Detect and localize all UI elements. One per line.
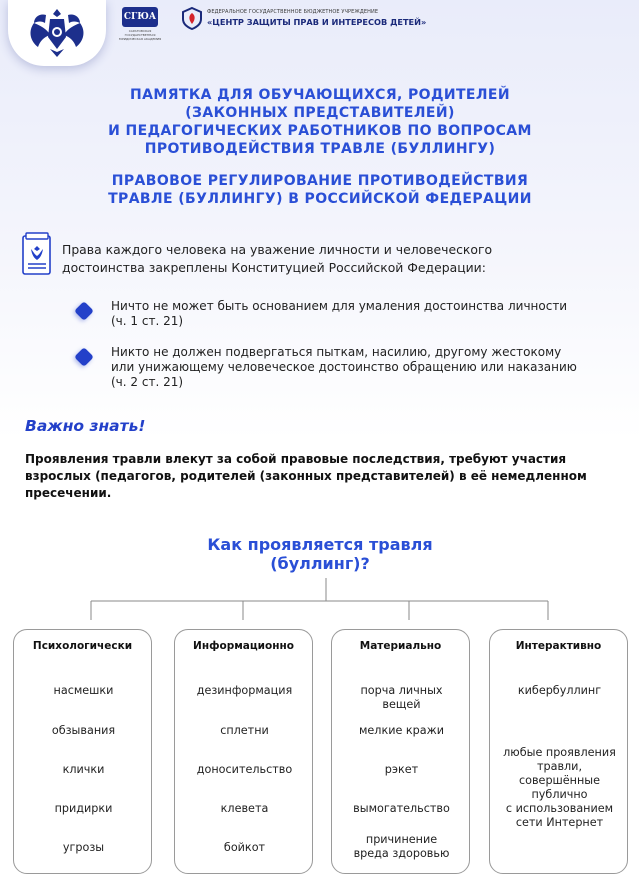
page-title-line: ПАМЯТКА ДЛЯ ОБУЧАЮЩИХСЯ, РОДИТЕЛЕЙ	[130, 87, 510, 103]
bullet-line: (ч. 1 ст. 21)	[111, 314, 184, 328]
category-title: Информационно	[193, 640, 294, 652]
category-item: угрозы	[62, 841, 105, 854]
center-logo-icon	[181, 6, 203, 30]
center-org-name: «ЦЕНТР ЗАЩИТЫ ПРАВ И ИНТЕРЕСОВ ДЕТЕЙ»	[207, 17, 427, 27]
intro-line: достоинства закреплены Конституцией Российской Федерации:	[62, 260, 486, 275]
emblem-logo	[8, 0, 106, 66]
category-item: обзывания	[51, 724, 116, 737]
category-item: клевета	[220, 802, 269, 815]
important-text	[25, 451, 605, 502]
sgua-logo	[114, 7, 166, 43]
category-card-informational	[174, 629, 313, 874]
page-title-line: ПРОТИВОДЕЙСТВИЯ ТРАВЛЕ (БУЛЛИНГУ)	[144, 141, 496, 157]
category-title: Интерактивно	[515, 640, 602, 652]
category-title: Психологически	[32, 640, 133, 652]
constitution-document-icon	[22, 232, 52, 276]
bullet-item	[111, 345, 591, 390]
diamond-bullet-icon	[74, 301, 94, 321]
category-item: клички	[62, 763, 105, 776]
forms-heading-line: Как проявляется травля	[207, 535, 433, 554]
center-logo	[181, 6, 426, 30]
forms-heading-line: (буллинг)?	[270, 554, 370, 573]
category-item: дезинформация	[196, 684, 293, 697]
page-title-line: (ЗАКОННЫХ ПРЕДСТАВИТЕЛЕЙ)	[185, 105, 455, 121]
category-item-line: любые проявления	[503, 746, 616, 759]
section-title-line: ПРАВОВОЕ РЕГУЛИРОВАНИЕ ПРОТИВОДЕЙСТВИЯ	[111, 173, 529, 189]
intro-line: Права каждого человека на уважение личности и человеческого	[62, 242, 493, 257]
category-card-material	[331, 629, 470, 874]
category-item-line: травли, совершённые	[518, 760, 601, 787]
category-item: насмешки	[53, 684, 114, 697]
category-item: доносительство	[196, 763, 293, 776]
category-item-line: причинение	[365, 833, 438, 846]
category-item-line: вреда здоровью	[353, 847, 450, 860]
important-line: Проявления травли влекут за собой правовые последствия, требуют участия	[25, 452, 567, 466]
important-line: взрослых (педагогов, родителей (законных представителей) в её немедленном	[25, 469, 587, 483]
page-title-line: И ПЕДАГОГИЧЕСКИХ РАБОТНИКОВ ПО ВОПРОСАМ	[108, 123, 532, 139]
sgua-caption: САРАТОВСКАЯ ГОСУДАРСТВЕННАЯ ЮРИДИЧЕСКАЯ АКАДЕМИЯ	[118, 29, 162, 41]
bullet-line: или унижающему человеческое достоинство обращению или наказанию	[111, 360, 577, 374]
category-card-interactive	[489, 629, 628, 874]
category-item	[338, 833, 465, 861]
section-title-line: ТРАВЛЕ (БУЛЛИНГУ) В РОССИЙСКОЙ ФЕДЕРАЦИИ	[108, 191, 532, 207]
bullet-line: Никто не должен подвергаться пыткам, насилию, другому жестокому	[111, 345, 562, 359]
page-title	[60, 86, 580, 158]
category-item	[496, 746, 623, 830]
category-item: придирки	[54, 802, 113, 815]
category-item: вымогательство	[353, 802, 450, 815]
important-line: пресечении.	[25, 486, 112, 500]
category-item: мелкие кражи	[358, 724, 444, 737]
category-item-line: с использованием	[505, 802, 614, 815]
sgua-logo-mark: СГЮА	[122, 7, 158, 27]
category-item-line: порча личных	[360, 684, 443, 697]
eagle-emblem-icon	[26, 5, 88, 61]
center-org-small: ФЕДЕРАЛЬНОЕ ГОСУДАРСТВЕННОЕ БЮДЖЕТНОЕ УЧРЕЖДЕНИЕ	[207, 9, 379, 15]
category-item	[338, 684, 465, 712]
category-item-line: вещей	[382, 698, 421, 711]
bullet-line: (ч. 2 ст. 21)	[111, 375, 184, 389]
forms-heading	[150, 535, 490, 573]
category-card-psychological	[13, 629, 152, 874]
diamond-bullet-icon	[74, 347, 94, 367]
category-item: кибербуллинг	[517, 684, 602, 697]
category-item: сплетни	[220, 724, 269, 737]
category-item: бойкот	[223, 841, 266, 854]
category-item-line: публично	[531, 788, 588, 801]
intro-text	[62, 241, 532, 277]
section-title	[60, 172, 580, 208]
bullet-line: Ничто не может быть основанием для умаления достоинства личности	[111, 299, 568, 313]
category-item-line: сети Интернет	[515, 816, 604, 829]
category-item: рэкет	[384, 763, 419, 776]
category-title: Материально	[359, 640, 442, 652]
important-heading: Важно знать!	[25, 417, 146, 435]
bullet-item	[111, 299, 591, 329]
